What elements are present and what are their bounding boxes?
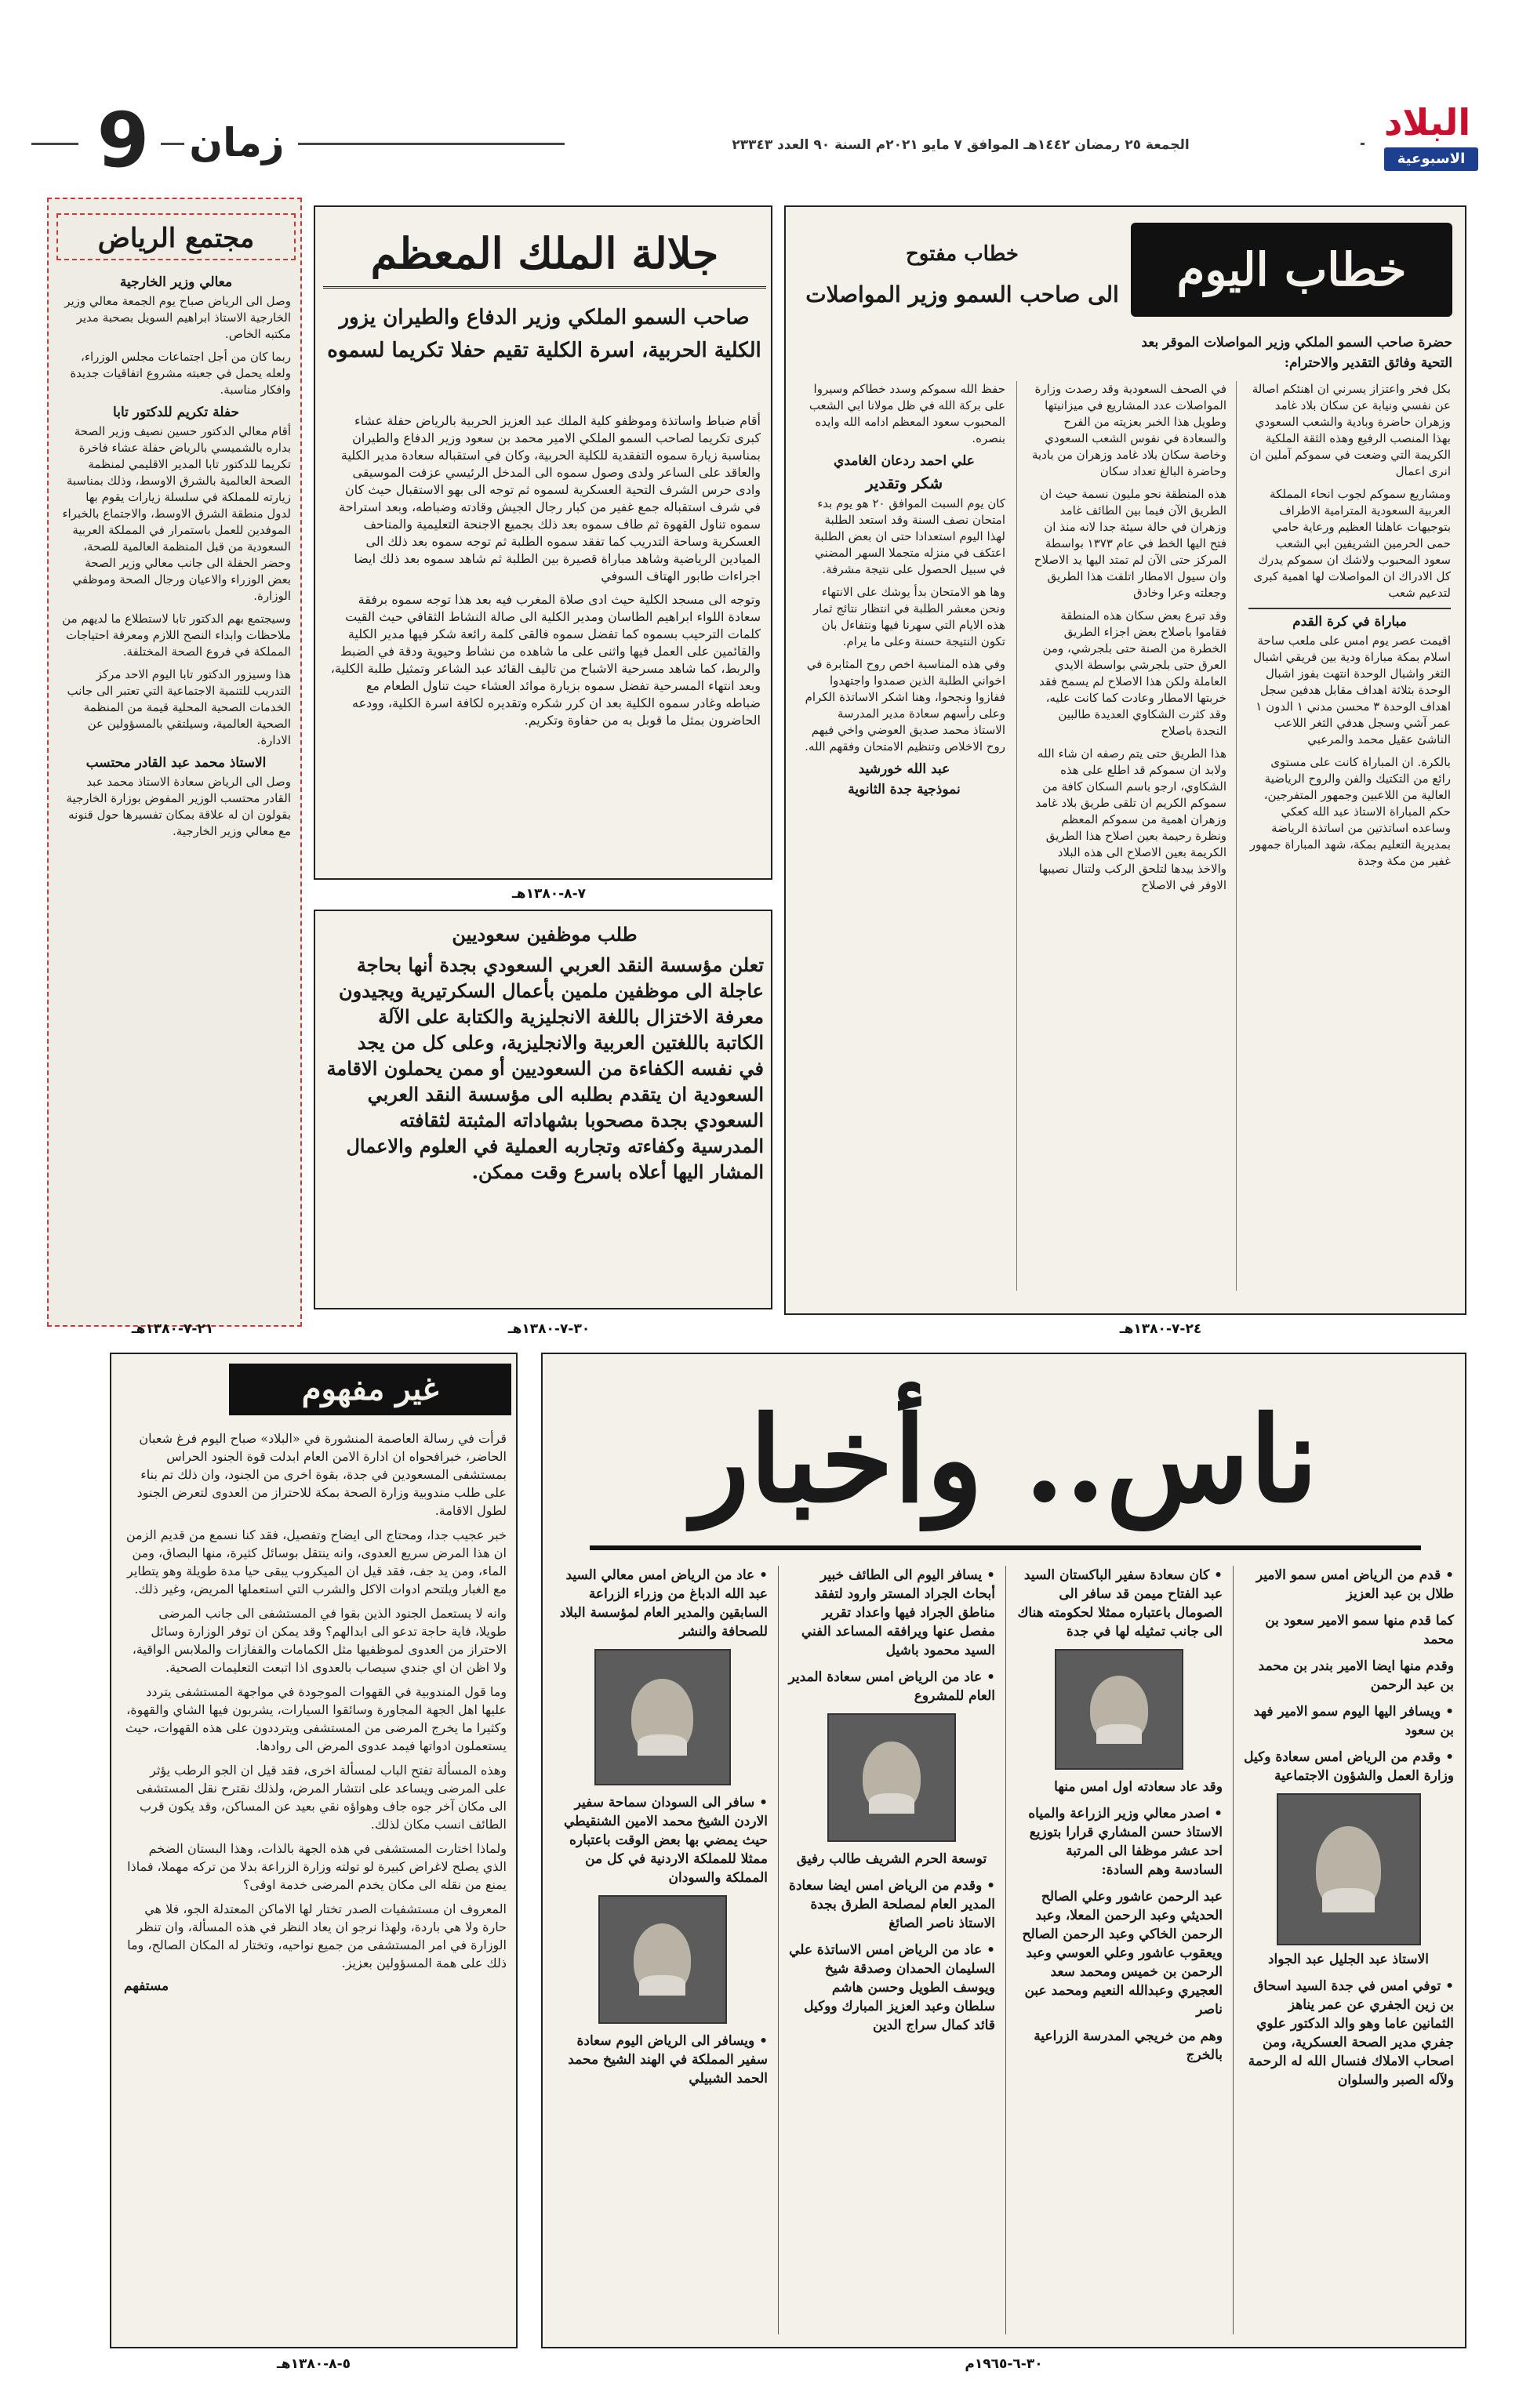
nas-item: وقد عاد سعادته اول امس منها <box>1054 1779 1223 1795</box>
portrait-photo <box>827 1713 956 1842</box>
masthead-rule-left <box>31 143 78 145</box>
khitab-col2-para: في الصحف السعودية وقد رصدت وزارة المواصلات عدد المشاريع في ميزانيتها وطويل هذا الخبر بعزيته من الفرح والسعادة في نفوس الشعب السعودي وخاصة سكان بلاد غامد وزهران من بادية وحاضرة البالغ تعداد سكان <box>1032 382 1226 478</box>
khitab-col2-para: هذا الطريق حتى يتم رصفه ان شاء الله ولابد ان سموكم قد اطلع على هذه الشكاوي، ارجو باسم السكان كافة من سموكم الكريم ان تلقى طريق بلاد غامد وزهران اهمية من سموكم المعظم ونظرة رحيمة بعين اصلاح هذا الطريق الكريمة بعين الاصلاح الى هذه البلاد والاخذ بيدها لتلحق الركب ولتنال نصيبها الاوفر في الاصلاح <box>1035 746 1226 892</box>
malik-para: وتوجه الى مسجد الكلية حيث ادى صلاة المغرب فيه بعد هذا توجه سموه برفقة سعادة اللواء ابراهيم الطاسان ومدير الكلية الى صالة النشاط الثقافي حيث القيت كلمات الترحيب بسموه كما تفضل سموه فالقى كلمة رائعة شكر فيها مدير الكلية والقائمين على العمل فيها واثنى على ما شاهده من نشاط وحيوية ودقة في الضبط والربط، كما شاهد مسرحية الاشباح من تاليف القائد عبد الشاعر وتمثيل طلبة الكلية، وبعد انتهاء المسرحية تفضل سموه بزيارة موائد العشاء حيث تناول الطعام مع ضباطه وغادر سموه الكلية بعد ان كرر شكره وتقديره لكافة اسرة الكلية، وودعه الحاضرون بمثل ما قوبل به من حفاوة وتكريم. <box>330 592 761 728</box>
column-rule <box>1236 381 1237 1291</box>
mujtama-heading: حفلة تكريم للدكتور تابا <box>113 405 239 420</box>
nas-item: كما قدم منها سمو الامير سعود بن محمد <box>1265 1613 1454 1647</box>
nas-item: • عاد من الرياض امس سعادة المدير العام للمشروع <box>788 1668 995 1705</box>
football-heading: مباراة في كرة القدم <box>1292 614 1407 630</box>
masthead <box>0 94 1519 188</box>
portrait-face <box>1316 1826 1381 1912</box>
nas-item: • قدم من الرياض امس سمو الامير طلال بن عبد العزيز <box>1243 1566 1454 1604</box>
mujtama-para: هذا وسيزور الدكتور تابا اليوم الاحد مركز التدريب للتنمية الاجتماعية التي تعتبر الى جانب الخدمات الصحية المحلية قيمة من المنظمة الصحية العالمية، وسيلتقي بالمسؤولين عن الادارة. <box>67 667 291 747</box>
portrait-photo <box>1055 1649 1183 1770</box>
portrait-shoulders <box>1322 1888 1374 1912</box>
mujtama-title: مجتمع الرياض <box>56 213 296 260</box>
portrait-photo <box>594 1649 731 1785</box>
mujtama-heading: الاستاذ محمد عبد القادر محتسب <box>85 755 267 771</box>
ghair-para: ولماذا اختارت المستشفى في هذه الجهة بالذات، وهذا البستان الضخم الذي يصلح لاغراض كبيرة لو تولته وزارة الزراعة بدلا من تركه مهملا، فماذا يمنع من نقله الى مكان يخدم المرضى خدمة اوفى؟ <box>127 1841 507 1892</box>
portrait-photo <box>598 1895 727 2024</box>
nas-item: • يسافر اليوم الى الطائف خبير أبحاث الجراد المستر وارود لتفقد مناطق الجراد فيها واعداد تقرير مفصل عنها ويرافقه المساعد الفني السيد محمود باشيل <box>788 1566 995 1660</box>
ghair-para: المعروف ان مستشفيات الصدر تختار لها الاماكن المعتدلة الجو، فلا هي حارة ولا هي باردة، ولهذا نرجو ان يعاد النظر في هذه المسألة، وان تنظر الوزارة في امر المستشفى من جميع نواحيه، وتختار له المكان الصالح، وما ذلك على همة المسؤولين بعزيز. <box>127 1901 507 1970</box>
khitab-col1-para: اقيمت عصر يوم امس على ملعب ساحة اسلام بمكة مباراة ودية بين فريقي اشبال الثغر واشبال الوحدة انتهت بفوز اشبال الوحدة بثلاثة اهداف مقابل هدفين سجل اهداف الوحدة ٣ محسن مدني ١ الدون ١ عمر آشي وسجل هدفي الثغر اللاعب الناشئ عقيل محمد والمرعبي <box>1253 634 1451 746</box>
mujtama-para: ربما كان من أجل اجتماعات مجلس الوزراء، ولعله يحمل في جعبته مشروع اتفاقيات جديدة وافكار مناسبة. <box>70 350 291 397</box>
ghair-para: وما قول المندوبية في القهوات الموجودة في مواجهة المستشفى يتردد عليها اهل الجهة المجاورة وسائقوا السيارات، يشربون فيها الشاي والقهوة، وكثيرا ما يخرج المرضى من المستشفى ويترددون على هذه القهوات، حيث يستعملون ادواتها فيمد عدوى المرض الى روادها. <box>125 1684 507 1753</box>
ghair-para: قرأت في رسالة العاصمة المنشورة في «البلاد» صباح اليوم فرغ شعبان الحاضر، خبرافحواه ان ادارة الامن العام ابدلت قوة الجنود الحراس بمستشفى المسعودين في جدة، بقوة اخرى من الجنود، وان ذلك تم بناء على طلب مندوبية وزارة الصحة بمكة للاحتراز من العدوى لتعرض الجنود لطول الاقامة. <box>136 1431 507 1518</box>
clip-ghair-mafhum <box>110 1353 518 2348</box>
nas-column-4 <box>551 1566 774 2342</box>
divider <box>1248 608 1451 609</box>
clip-nas-wa-akhbar <box>541 1353 1466 2348</box>
talab-body: تعلن مؤسسة النقد العربي السعودي بجدة أنها بحاجة عاجلة الى موظفين ملمين بأعمال السكرتيرية ويجيدون معرفة الاختزال باللغة الانجليزية والكتابة على الآلة الكاتبة باللغتين العربية والانجليزية، وعلى كل من يجد في نفسه الكفاءة من السعوديين أو ممن يحملون الاقامة السعودية ان يتقدم بطلبه الى مؤسسة النقد العربي السعودي بجدة مصحوبا بشهاداته المثبتة لثقافته المدرسية وكفاءته وتجاربه العملية في العلوم والاعمال المشار اليها أعلاه باسرع وقت ممكن. <box>326 953 764 1183</box>
mujtama-date: ٢١-٧-١٣٨٠هـ <box>131 1321 214 1337</box>
malik-headline: صاحب السمو الملكي وزير الدفاع والطيران يزور الكلية الحربية، اسرة الكلية تقيم حفلا تكريما لسموه <box>327 306 761 362</box>
khitab-col3-para: وها هو الامتحان بدأ يوشك على الانتهاء ونحن معشر الطلبة في انتظار نتائج ثمار هذه الايام التي سهرنا فيها ونتفاءل بان تكون النتيجة حسنة وعلى ما يرام. <box>812 585 1005 648</box>
nas-item: توسعة الحرم الشريف طالب رفيق <box>796 1851 987 1867</box>
signature: عبد الله خورشيد <box>858 761 950 777</box>
khitab-title: الى صاحب السمو وزير المواصلات <box>805 281 1119 307</box>
ghair-title: غير مفهوم <box>229 1364 511 1415</box>
thanks-heading: شكر وتقدير <box>865 474 943 492</box>
nas-item: عبد الرحمن عاشور وعلي الصالح الحديثي وعبد الرحمن المعلا، وعبد الرحمن الخاكي وعبد الرحمن الصالح ويعقوب عاشور وعلي العوسي وعبد الرحمن بن خميس ومحمد سعد العجيري وعبدالله النعيم ومحمد عبن ناصر <box>1022 1889 1223 2018</box>
khitab-column-3 <box>795 381 1013 1291</box>
photo-caption: الاستاذ عبد الجليل عبد الجواد <box>1267 1952 1430 1967</box>
nas-item: • اصدر معالي وزير الزراعة والمياه الاستاذ حسن المشاري قرارا بتوزيع احد عشر موظفا الى المرتبة السادسة وهم السادة: <box>1016 1804 1223 1880</box>
page-number: 9 <box>96 97 150 183</box>
clip-talab-muwadhafin <box>314 910 772 1309</box>
khitab-col1-para: بالكرة. ان المباراة كانت على مستوى رائع من التكتيك والفن والروح الرياضية العالية من اللاعبين وجمهور المتفرجين، حكم المباراة الاستاذ عبد الله كعكي وساعده اساتذتين من اساتذة الرياضة بمديرية التعليم بمكة، شهد المباراة جمهور غفير من مكة وجدة <box>1249 755 1451 868</box>
mujtama-body <box>53 270 299 1320</box>
khitab-date: ٢٤-٧-١٣٨٠هـ <box>1119 1321 1202 1337</box>
nas-item: • ويسافر الى الرياض اليوم سعادة سفير المملكة في الهند الشيخ محمد الحمد الشبيلي <box>557 2032 768 2088</box>
logo-subtext: الاسبوعية <box>1384 147 1478 171</box>
talab-date: ٣٠-٧-١٣٨٠هـ <box>507 1321 591 1337</box>
nas-date: ٣٠-٦-١٩٦٥م <box>965 2356 1043 2372</box>
mujtama-para: وصل الى الرياض سعادة الاستاذ محمد عبد القادر محتسب الوزير المفوض بوزارة الخارجية بقولون ان له علاقة بمكان تفسيرها حول قنونه مع معالي وزير الخارجية. <box>66 775 291 838</box>
nas-item: وهم من خريجي المدرسة الزراعية بالخرج <box>1034 2028 1223 2063</box>
khitab-col2-para: وقد تبرع بعض سكان هذه المنطقة فقاموا باصلاح بعض اجزاء الطريق الخطرة من الصنة حتى بلجرشي، ومن العرق حتى بلجرشي بواسطة الايدي العاملة ولكن هذا الاصلاح لم يسمح فقد خربتها الامطار وعادت كما كانت عليه، وقد كثرت الشكاوي العديدة طالبين النجدة باصلاح <box>1039 608 1226 738</box>
mujtama-heading: معالي وزير الخارجية <box>119 274 233 290</box>
portrait-shoulders <box>639 1975 685 1996</box>
nas-item: • وقدم من الرياض امس سعادة وكيل وزارة العمل والشؤون الاجتماعية <box>1243 1748 1454 1785</box>
column-rule <box>1005 1566 1006 2334</box>
nas-banner: ناس.. وأخبار <box>590 1370 1421 1550</box>
ghair-para: وهذه المسألة تفتح الباب لمسألة اخرى، فقد قيل ان الجو الرطب يؤثر على المرضى ويساعد على انتشار المرض، ولذلك نقترح نقل المستشفى الى مكان آخر جوه جاف وهواؤه نقي بعيد عن المساكن، وقد يكون قرب الطائف انسب مكان لذلك. <box>136 1763 507 1832</box>
khitab-col1-para: بكل فخر واعتزاز يسرني ان اهنئكم اصالة عن نفسي ونيابة عن سكان بلاد غامد وزهران حاضرة وبادية والشعب السعودي بهذا المنصب الرفيع وهذه الثقة الملكية الكريمة التي وضعت في سموكم آملين ان انرى اعمال <box>1249 382 1451 478</box>
mujtama-para: أقام معالي الدكتور حسين نصيف وزير الصحة بداره بالشميسي بالرياض حفلة عشاء فاخرة تكريما للدكتور تابا المدير الاقليمي لمنظمة الصحة العالمية بالشرق الاوسط، وذلك بمناسبة زيارته للمملكة في سلسلة زيارات يقوم بها لدول منطقة الشرق الاوسط، والاجتماع بالخبراء الموفدين للعمل باستمرار في المملكة العربية السعودية من قبل المنظمة العالمية للصحة، وحضر الحفلة الى جانب معالي وزير الصحة بعض الوزراء والاعيان ورجال الصحة وموظفي الوزارة. <box>62 424 291 603</box>
portrait-shoulders <box>638 1734 687 1756</box>
portrait-photo <box>1277 1793 1421 1945</box>
mujtama-para: وصل الى الرياض صباح يوم الجمعة معالي وزير الخارجية الاستاذ ابراهيم السويل بصحبة مدير مكتبه الخاص. <box>64 294 291 341</box>
khitab-column-2 <box>1021 381 1234 1291</box>
portrait-shoulders <box>1096 1724 1143 1743</box>
clip-mujtama-alriyadh <box>47 198 302 1327</box>
malik-body <box>320 412 769 875</box>
nas-column-2 <box>1009 1566 1229 2342</box>
column-rule <box>1233 1566 1234 2334</box>
khitab-col3-para: حفظ الله سموكم وسدد خطاكم وسيروا على بركة الله في ظل مولانا ابي الشعب المحبوب سعود المعظم ادامه الله وايده بنصره. <box>809 382 1005 445</box>
nas-item: وقدم منها ايضا الامير بندر بن محمد بن عبد الرحمن <box>1258 1658 1454 1693</box>
khitab-col3-para: كان يوم السبت الموافق ٢٠ هو يوم بدء امتحان نصف السنة وقد استعد الطلبة لهذا اليوم استعدادا حتى ان بعض الطلبة اعتكف في منزله متجملا السهر المضني في سبيل الحصول على نتيجة مشرفة. <box>814 496 1005 576</box>
ghair-date: ٥-٨-١٣٨٠هـ <box>276 2356 351 2372</box>
nas-item: • ويسافر اليها اليوم سمو الامير فهد بن سعود <box>1243 1702 1454 1740</box>
ghair-body <box>116 1429 514 2342</box>
malik-date: ٧-٨-١٣٨٠هـ <box>511 886 587 902</box>
mujtama-para: وسيجتمع بهم الدكتور تابا لاستطلاع ما لديهم من ملاحظات وابداء النصح اللازم ومعرفة احتياجات المملكة في فروع الصحة المختلفة. <box>62 612 291 659</box>
nas-item: • كان سعادة سفير الباكستان السيد عبد الفتاح ميمن قد سافر الى الصومال باعتباره ممثلا لحكومته هناك الى جانب تمثيله لها في جدة <box>1016 1566 1223 1641</box>
portrait-shoulders <box>869 1793 915 1814</box>
khitab-subtitle: خطاب مفتوح <box>906 242 1019 266</box>
nas-column-3 <box>782 1566 1001 2342</box>
issue-line: الجمعة ٢٥ رمضان ١٤٤٢هـ الموافق ٧ مايو ٢٠٢١م السنة ٩٠ العدد ٢٣٣٤٣ <box>732 137 1190 153</box>
logo-text: البلاد <box>1383 101 1471 143</box>
signature: نموذجية جدة الثانوية <box>848 782 961 797</box>
khitab-banner: خطاب اليوم <box>1131 223 1452 317</box>
brand-logo <box>1368 94 1486 180</box>
portrait-face <box>1090 1676 1148 1744</box>
khitab-intro: حضرة صاحب السمو الملكي وزير المواصلات الموقر بعد التحية وفائق التقدير والاحترام: <box>1141 335 1452 371</box>
nas-item: • عاد من الرياض امس الاساتذة علي السليمان الحمدان وصدقة شيخ ويوسف الطويل وحسن هاشم سلطان وعبد العزيز المبارك ووكيل قائد كمال سراج الدين <box>788 1941 995 2035</box>
column-rule <box>1016 381 1017 1291</box>
khitab-col3-para: وفي هذه المناسبة اخص روح المثابرة في اخواني الطلبة الذين صمدوا واجتهدوا ففازوا ونجحوا، وهنا اشكر الاساتذة الكرام وعلى رأسهم سعادة مدير المدرسة الاستاذ محمد صديق العوضي واخي فيهم روح الاخلاص وتنظيم الامتحان وفقهم الله. <box>805 657 1005 754</box>
ghair-signature: مستفهم <box>124 1978 169 1994</box>
nas-item: • عاد من الرياض امس معالي السيد عبد الله الدباغ من وزراء الزراعة السابقين والمدير العام لمؤسسة البلاد للصحافة والنشر <box>557 1566 768 1641</box>
ghair-para: وانه لا يستعمل الجنود الذين بقوا في المستشفى الى جانب المرضى طويلا، فاية حاجة تدعو الى ابدالهم؟ وقد يمكن ان توفر الوزارة وسائل الاحتراز من العدوى لموظفيها مثل الكمامات والقفازات والملابس الواقية، ولا اظن ان اي جندي سيصاب بالعدوى اذا اتبعت التعليمات الصحية. <box>132 1606 507 1675</box>
masthead-rule-mid <box>161 143 184 145</box>
nas-column-1 <box>1237 1566 1460 2342</box>
nas-item: • توفي امس في جدة السيد اسحاق بن زين الجفري عن عمر يناهز الثمانين عاما وهو والد الدكتور علوي جفري مدير الصحة العسكرية، ومن اصحاب الاملاك فنسال الله له الرحمة ولآله الصبر والسلوان <box>1243 1977 1454 2090</box>
malik-para: أقام ضباط واساتذة وموظفو كلية الملك عبد العزيز الحربية بالرياض حفلة عشاء كبرى تكريما لصاحب السمو الملكي الامير محمد بن سعود وزير الدفاع والطيران بمناسبة زيارة سموه التفقدية للكلية الحربية، وكان في استقباله سعادة مدير الكلية والعاقد على الساعر ولدى وصول سموه الى المدخل الرئيسي عزفت الموسيقى وادى حرس الشرف التحية العسكرية لسموه ثم توجه الى بهو الاستقبال حيث كان في شرف استقباله جمع غفير من كبار رجال الجيش وقادته وضباطه، وبعد استراحة سموه تناول القهوة ثم طاف سموه بعد ذلك بجميع الاجنحة التعليمية والمناحف العسكرية وساحة التدريب كما تفقد سموه الطلبة ثم توجه سموه بعد ذلك الى الميادين الرياضية وشاهد مباراة قصيرة بين الطلبة ثم شاهد سموه بعد ذلك ايضا اجراءات طابور الهتاف السوفي <box>339 413 761 583</box>
clip-jalalat-almalik <box>314 205 772 880</box>
talab-title: طلب موظفين سعوديين <box>452 923 638 946</box>
khitab-col1-para: ومشاريع سموكم لجوب انحاء المملكة العربية السعودية المترامية الاطراف بتوجيهات عاهلنا العظيم ورعاية حامي حمى الحرمين الشريفين ابي الشعب سعود المحبوب ولاشك ان سموكم يدرك كل الادراك ان المواصلات لها اهمية كبرى لتدعيم شعب <box>1253 487 1451 600</box>
column-rule <box>778 1566 779 2334</box>
portrait-face <box>863 1742 921 1814</box>
khitab-column-1 <box>1241 381 1459 1291</box>
masthead-rule-far <box>1361 143 1365 145</box>
masthead-rule-right <box>298 143 565 145</box>
nas-item: • وقدم من الرياض امس ايضا سعادة المدير العام لمصلحة الطرق بجدة الاستاذ ناصر الصائغ <box>788 1876 995 1933</box>
section-title: زمان <box>189 120 285 165</box>
khitab-col2-para: هذه المنطقة نحو مليون نسمة حيث ان الطريق الآن فيما بين الطائف غامد وزهران في حالة سيئة جدا لانه منذ ان فتح اليها الخط في عام ١٣٧٣ بواسطة المركز حتى الآن لم تمتد اليها يد الاصلاح وان سيول الامطار اتلفت هذا الطريق وجعلته وعرا وخادق <box>1034 487 1226 600</box>
portrait-face <box>634 1923 692 1996</box>
malik-banner: جلالة الملك المعظم <box>323 218 766 289</box>
ghair-para: خبر عجيب جدا، ومحتاج الى ايضاح وتفصيل، فقد كنا نسمع من قديم الزمن ان هذا المرض سريع العدوى، وانه ينتقل بوسائل كثيرة، منها البصاق، ومن الماء، ومن يد جف، فقد قيل ان الميكروب يبقى حيا مدة طويلة وهو يتطاير مع الغبار ويلتحم ادوات الاكل والشرب التي استعملها المريض، وغير ذلك. <box>125 1527 507 1596</box>
portrait-face <box>631 1679 692 1756</box>
nas-item: • سافر الى السودان سماحة سفير الاردن الشيخ محمد الامين الشنقيطي حيث يمضي بها بعض الوقت باعتباره ممثلا للمملكة الاردنية في كل من المملكة والسودان <box>557 1793 768 1887</box>
clip-khitab-alyawm <box>784 205 1466 1315</box>
signature: علي احمد ردعان الغامدي <box>834 453 975 469</box>
